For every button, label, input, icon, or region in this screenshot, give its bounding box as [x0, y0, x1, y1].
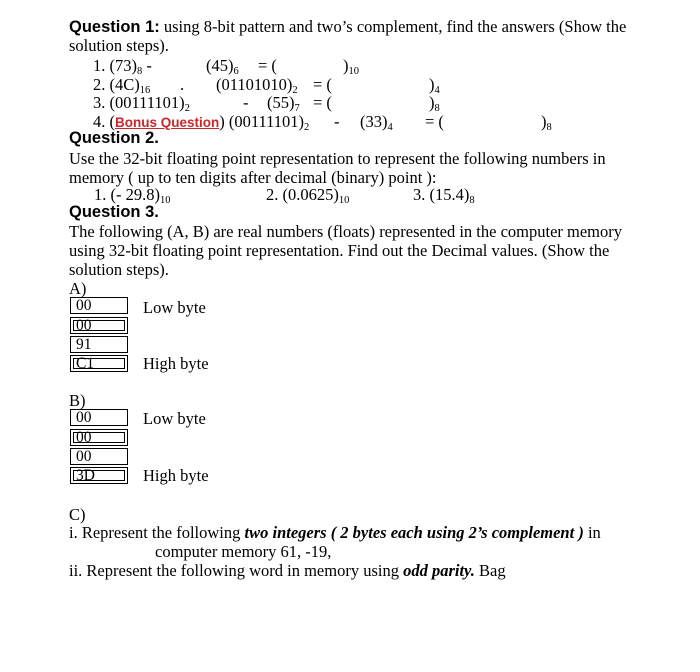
- memory-cell: [70, 317, 128, 334]
- memory-cell: [70, 409, 128, 426]
- bonus-question-label: Bonus Question: [115, 115, 220, 130]
- q1-item-3-op: -: [243, 93, 249, 112]
- operand-a: (4C): [109, 75, 140, 94]
- cell-value: 00: [76, 429, 92, 446]
- question-3-line-2: using 32-bit floating point representation. Find out the Decimal values. (Show the: [69, 241, 610, 260]
- number-base: 10: [338, 195, 350, 206]
- q1-item-4-op: -: [334, 112, 340, 131]
- memory-cell: [70, 336, 128, 353]
- result-base: 8: [546, 122, 552, 133]
- part-b-label: B): [69, 391, 86, 410]
- operand-b: (45): [206, 56, 234, 75]
- memory-cell: [70, 448, 128, 465]
- part-b-high-byte-label: High byte: [143, 466, 209, 485]
- q1-item-2-op: .: [180, 75, 185, 94]
- operand-a-base: 8: [137, 66, 143, 77]
- memory-cell: [70, 355, 128, 372]
- open-paren: (: [109, 112, 115, 131]
- question-1-intro-continued: solution steps).: [69, 36, 169, 55]
- close-paren: ): [219, 112, 225, 131]
- item-number: 4.: [93, 112, 106, 131]
- operand-b: (01101010): [216, 75, 293, 94]
- item-i-text-end: in: [583, 523, 601, 542]
- operator: -: [146, 56, 152, 75]
- cell-value: 00: [76, 317, 92, 334]
- operand-b: (33): [360, 112, 388, 131]
- q2-number-2: [266, 185, 349, 210]
- q1-item-3-eq: = (: [313, 93, 332, 112]
- question-3-heading: Question 3.: [69, 203, 159, 221]
- item-i-emphasis: two integers ( 2 bytes each using 2’s complement ): [244, 523, 584, 542]
- cell-value: 00: [76, 409, 92, 426]
- result-base: 8: [434, 103, 440, 114]
- memory-cell: [70, 429, 128, 446]
- number-label: 3. (15.4): [413, 185, 470, 204]
- operand-a-base: 2: [184, 103, 190, 114]
- operand-b-base: 6: [233, 66, 239, 77]
- question-3-line-3: solution steps).: [69, 260, 169, 279]
- question-2-line-2: memory ( up to ten digits after decimal (binary) point ):: [69, 168, 437, 187]
- q1-item-1-eq: = (: [258, 56, 277, 75]
- operand-a: (73): [109, 56, 137, 75]
- close-paren: ): [429, 93, 435, 112]
- item-number: 2.: [93, 75, 106, 94]
- part-a-low-byte-label: Low byte: [143, 298, 206, 317]
- part-c-item-i-line-2: computer memory 61, -19,: [155, 542, 332, 561]
- cell-value: 00: [76, 448, 92, 465]
- close-paren: ): [541, 112, 547, 131]
- operand-a: (00111101): [228, 112, 305, 131]
- operand-b-base: 7: [294, 103, 300, 114]
- number-base: 8: [469, 195, 475, 206]
- part-c-label: C): [69, 505, 86, 524]
- item-i-text: i. Represent the following: [69, 523, 245, 542]
- cell-value: 00: [76, 297, 92, 314]
- close-paren: ): [343, 56, 349, 75]
- operand-b-base: 2: [292, 85, 298, 96]
- question-2-heading: Question 2.: [69, 129, 159, 147]
- number-label: 1. (- 29.8): [94, 185, 160, 204]
- q1-item-2-eq: = (: [313, 75, 332, 94]
- part-a-label: A): [69, 279, 87, 298]
- cell-value: 91: [76, 336, 92, 353]
- q1-item-4-result: [541, 112, 552, 137]
- q2-number-3: [413, 185, 475, 210]
- operand-a-base: 16: [139, 85, 151, 96]
- part-a-high-byte-label: High byte: [143, 354, 209, 373]
- number-base: 10: [159, 195, 171, 206]
- cell-value: C1: [76, 355, 95, 372]
- operand-a-base: 2: [304, 122, 310, 133]
- q1-item-1-result: [343, 56, 359, 81]
- question-1-heading: Question 1:: [69, 18, 160, 36]
- question-3-line-1: The following (A, B) are real numbers (floats) represented in the computer memory: [69, 222, 623, 241]
- result-base: 4: [434, 85, 440, 96]
- operand-b-base: 4: [387, 122, 393, 133]
- operand-a: (00111101): [109, 93, 185, 112]
- cell-value: 3D: [76, 467, 95, 484]
- question-1-line-1: [69, 17, 626, 37]
- item-ii-text: ii. Represent the following word in memory using: [69, 561, 404, 580]
- question-1-intro: using 8-bit pattern and two’s complement, find the answers (Show the: [159, 17, 627, 36]
- q1-item-4-eq: = (: [425, 112, 444, 131]
- operand-b: (55): [267, 93, 295, 112]
- q1-item-4-b: [360, 112, 393, 137]
- part-b-low-byte-label: Low byte: [143, 409, 206, 428]
- number-label: 2. (0.0625): [266, 185, 339, 204]
- item-number: 3.: [93, 93, 106, 112]
- memory-cell: [70, 297, 128, 314]
- part-c-item-i: [69, 523, 601, 542]
- question-2-line-1: Use the 32-bit floating point representation to represent the following numbers in: [69, 149, 606, 168]
- result-base: 10: [348, 66, 359, 77]
- close-paren: ): [429, 75, 435, 94]
- item-ii-emphasis: odd parity.: [403, 561, 475, 580]
- memory-cell: [70, 467, 128, 484]
- item-number: 1.: [93, 56, 106, 75]
- part-c-item-ii: [69, 561, 506, 580]
- item-ii-word: Bag: [474, 561, 506, 580]
